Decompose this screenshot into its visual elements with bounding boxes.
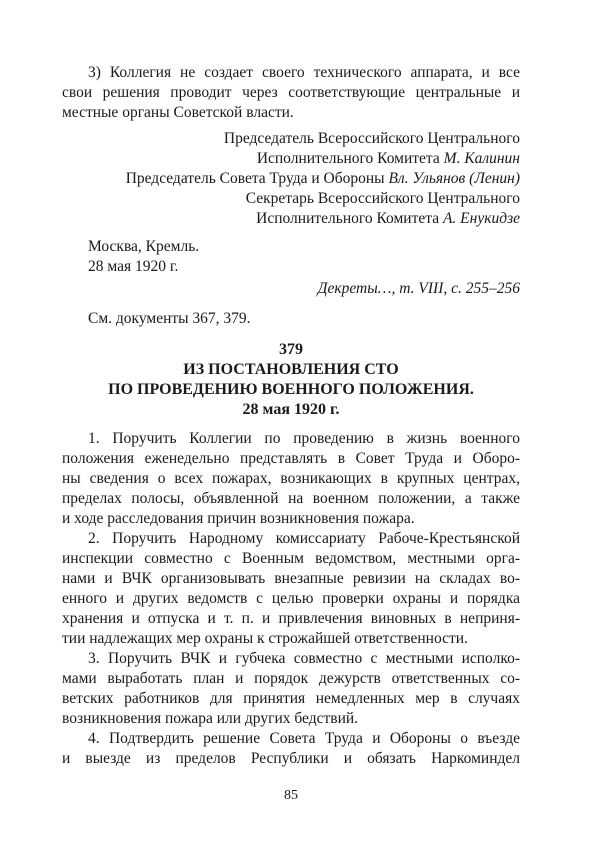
clause3-line3: местные органы Советской власти. [62, 104, 294, 121]
doc-date: 28 мая 1920 г. [242, 401, 340, 418]
p1-line-3: ны сведения о всех пожарах, возникающих в крупных центрах, [62, 470, 520, 487]
date: 28 мая 1920 г. [88, 258, 179, 275]
p2-line-4: енного и других ведомств с целью проверки охраны и порядка [62, 590, 520, 607]
p2-line-2: инспекции совместно с Военным ведомством, местными орга- [62, 550, 520, 567]
p2-line-3: нами и ВЧК организовывать внезапные ревизии на складах во- [62, 570, 520, 587]
p2-line-6: тии надлежащих мер охраны к строжайшей ответственности. [62, 630, 468, 647]
p3-line-1: 3. Поручить ВЧК и губчека совместно с местными исполко- [88, 650, 520, 667]
p3-line-2: мами выработать план и порядок дежурств ответственных со- [62, 670, 520, 687]
p3-line-3: ветских работников для принятия немедленных мер в случаях [62, 690, 520, 707]
signature-line-5: Исполнительного Комитета А. Енукидзе [256, 210, 520, 227]
signatory-lenin: Вл. Ульянов (Ленин) [388, 170, 520, 187]
p4-line-1: 4. Подтвердить решение Совета Труда и Обороны о въезде [88, 730, 520, 747]
p2-line-5: хранения и отпуска и т. п. и привлечения виновных в неприня- [62, 610, 520, 627]
place: Москва, Кремль. [88, 238, 200, 255]
signatory-kalinin: М. Калинин [443, 150, 520, 167]
doc-number: 379 [279, 341, 303, 358]
p1-line-4: пределах полосы, объявленной на военном положении, а также [62, 490, 520, 507]
p4-line-2: и выезде из пределов Республики и обязать Наркоминдел [62, 750, 520, 767]
signature-line-1: Председатель Всероссийского Центрального [223, 130, 520, 147]
doc-title-line-2: ПО ПРОВЕДЕНИЮ ВОЕННОГО ПОЛОЖЕНИЯ. [108, 381, 474, 398]
signature-line-4: Секретарь Всероссийского Центрального [245, 190, 520, 207]
page-number: 85 [284, 788, 298, 803]
p1-line-2: положения еженедельно представлять в Совет Труда и Оборо- [62, 450, 520, 467]
source-citation: Декреты…, т. VIII, с. 255–256 [317, 280, 520, 297]
clause3-line1: 3) Коллегия не создает своего технического аппарата, и все [88, 64, 520, 81]
doc-title-line-1: ИЗ ПОСТАНОВЛЕНИЯ СТО [183, 361, 399, 378]
signatory-enukidze: А. Енукидзе [442, 210, 520, 227]
clause3-line2: свои решения проводит через соответствующие центральные и [62, 84, 520, 101]
p2-line-1: 2. Поручить Народному комиссариату Рабоче-Крестьянской [88, 530, 520, 547]
p3-line-4: возникновения пожара или других бедствий. [62, 710, 359, 727]
p1-line-1: 1. Поручить Коллегии по проведению в жизнь военного [88, 430, 520, 447]
signature-line-2: Исполнительного Комитета М. Калинин [256, 150, 520, 167]
see-also: См. документы 367, 379. [88, 310, 251, 327]
signature-line-3: Председатель Совета Труда и Обороны Вл. Ульянов (Ленин) [125, 170, 520, 187]
p1-line-5: и ходе расследования причин возникновения пожара. [62, 510, 415, 527]
